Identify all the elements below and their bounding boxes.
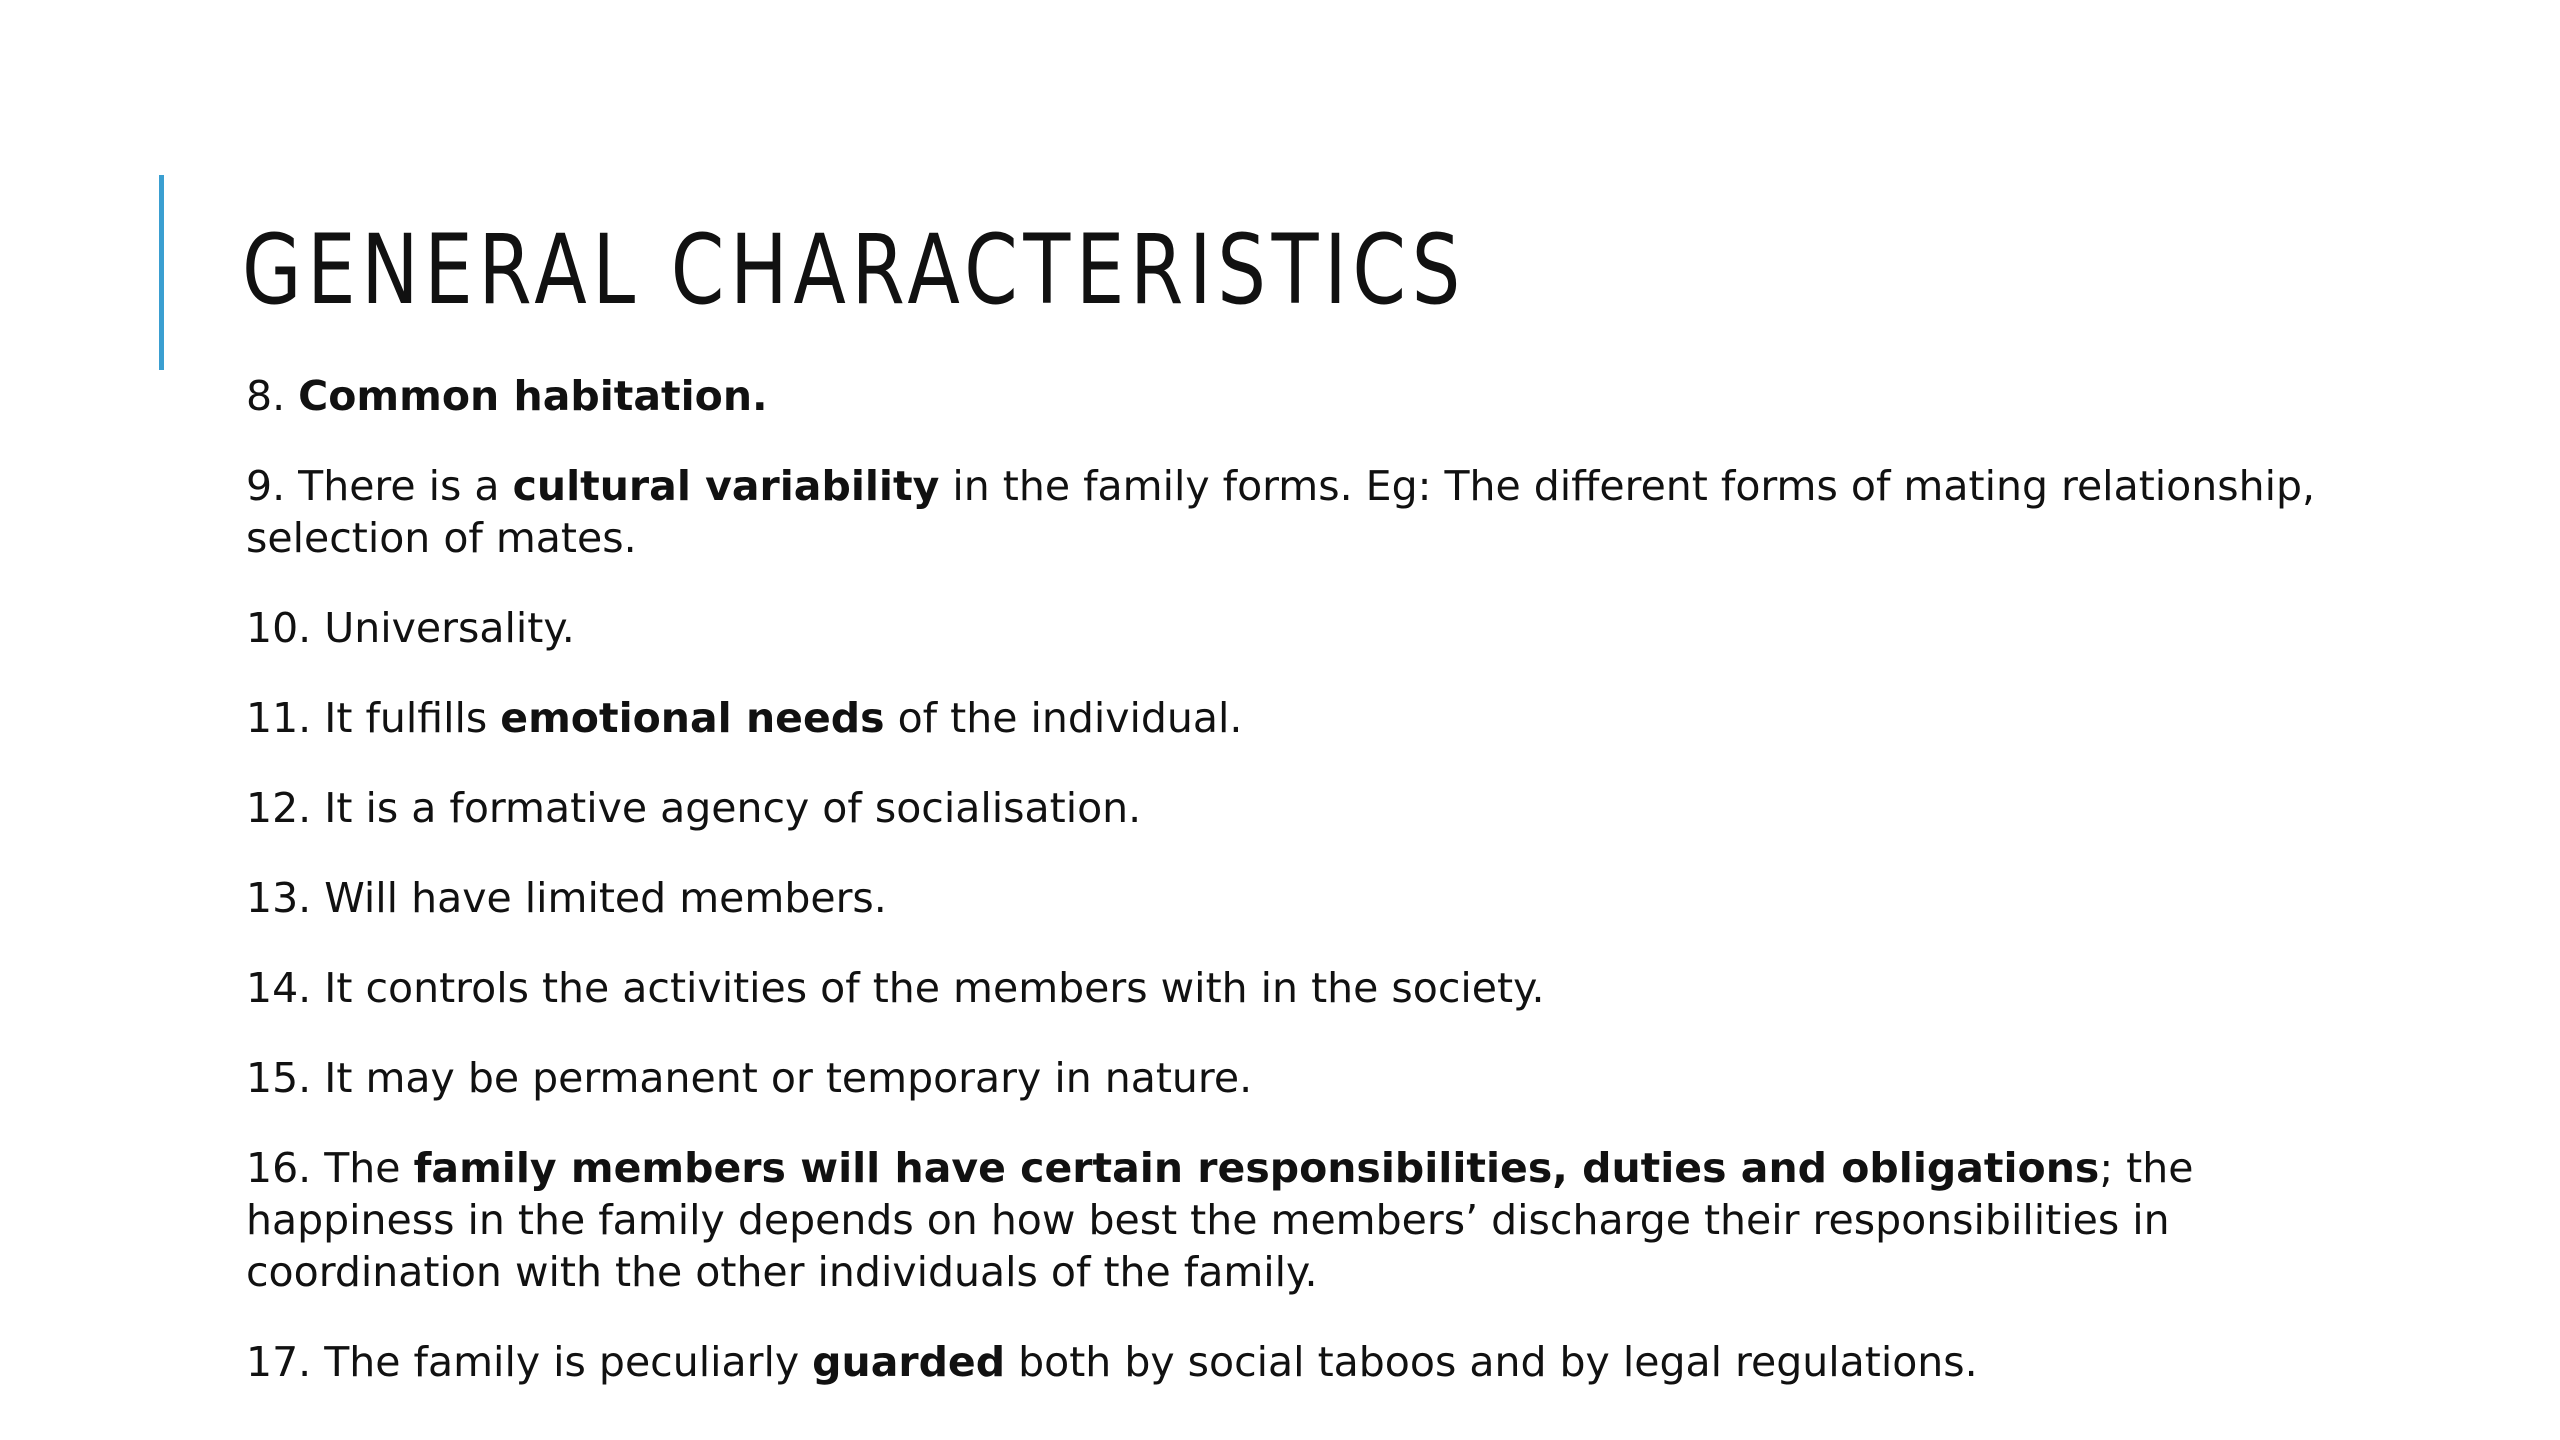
item-text-bold: family members will have certain responsibilities, duties and obligations xyxy=(413,1144,2100,1192)
item-text: It fulfills xyxy=(324,694,501,742)
item-number: 12. xyxy=(246,784,312,832)
item-number: 14. xyxy=(246,964,312,1012)
list-item xyxy=(246,1142,2326,1298)
item-text-bold: emotional needs xyxy=(500,694,885,742)
item-number: 17. xyxy=(246,1338,312,1386)
item-text: ; the happiness in the family depends on how best the members’ discharge their responsibilities in coordination with the other individuals of the family. xyxy=(246,1144,2194,1296)
list-item xyxy=(246,602,2326,654)
list-item xyxy=(246,1336,2326,1388)
item-number: 13. xyxy=(246,874,312,922)
item-text: both by social taboos and by legal regulations. xyxy=(1005,1338,1978,1386)
title-accent-bar xyxy=(159,175,164,370)
characteristics-list xyxy=(246,370,2326,1426)
list-item xyxy=(246,782,2326,834)
item-text: It controls the activities of the members with in the society. xyxy=(324,964,1545,1012)
list-item xyxy=(246,370,2326,422)
item-number: 15. xyxy=(246,1054,312,1102)
item-text-bold: Common habitation. xyxy=(298,372,768,420)
list-item xyxy=(246,460,2326,564)
item-number: 11. xyxy=(246,694,312,742)
item-number: 10. xyxy=(246,604,312,652)
item-text: There is a xyxy=(298,462,513,510)
item-text: The xyxy=(324,1144,414,1192)
item-text: Universality. xyxy=(324,604,575,652)
item-text: in the family forms. Eg: The different forms of mating relationship, selection of mates. xyxy=(246,462,2316,562)
item-number: 9. xyxy=(246,462,286,510)
slide-title: GENERAL CHARACTERISTICS xyxy=(242,214,1466,326)
item-number: 8. xyxy=(246,372,286,420)
list-item xyxy=(246,1052,2326,1104)
list-item xyxy=(246,872,2326,924)
item-text: The family is peculiarly xyxy=(324,1338,813,1386)
item-text-bold: guarded xyxy=(812,1338,1006,1386)
item-text: Will have limited members. xyxy=(324,874,887,922)
item-text: It is a formative agency of socialisation. xyxy=(324,784,1142,832)
list-item xyxy=(246,692,2326,744)
item-text: It may be permanent or temporary in nature. xyxy=(324,1054,1253,1102)
item-text: of the individual. xyxy=(884,694,1243,742)
list-item xyxy=(246,962,2326,1014)
item-number: 16. xyxy=(246,1144,312,1192)
item-text-bold: cultural variability xyxy=(512,462,940,510)
